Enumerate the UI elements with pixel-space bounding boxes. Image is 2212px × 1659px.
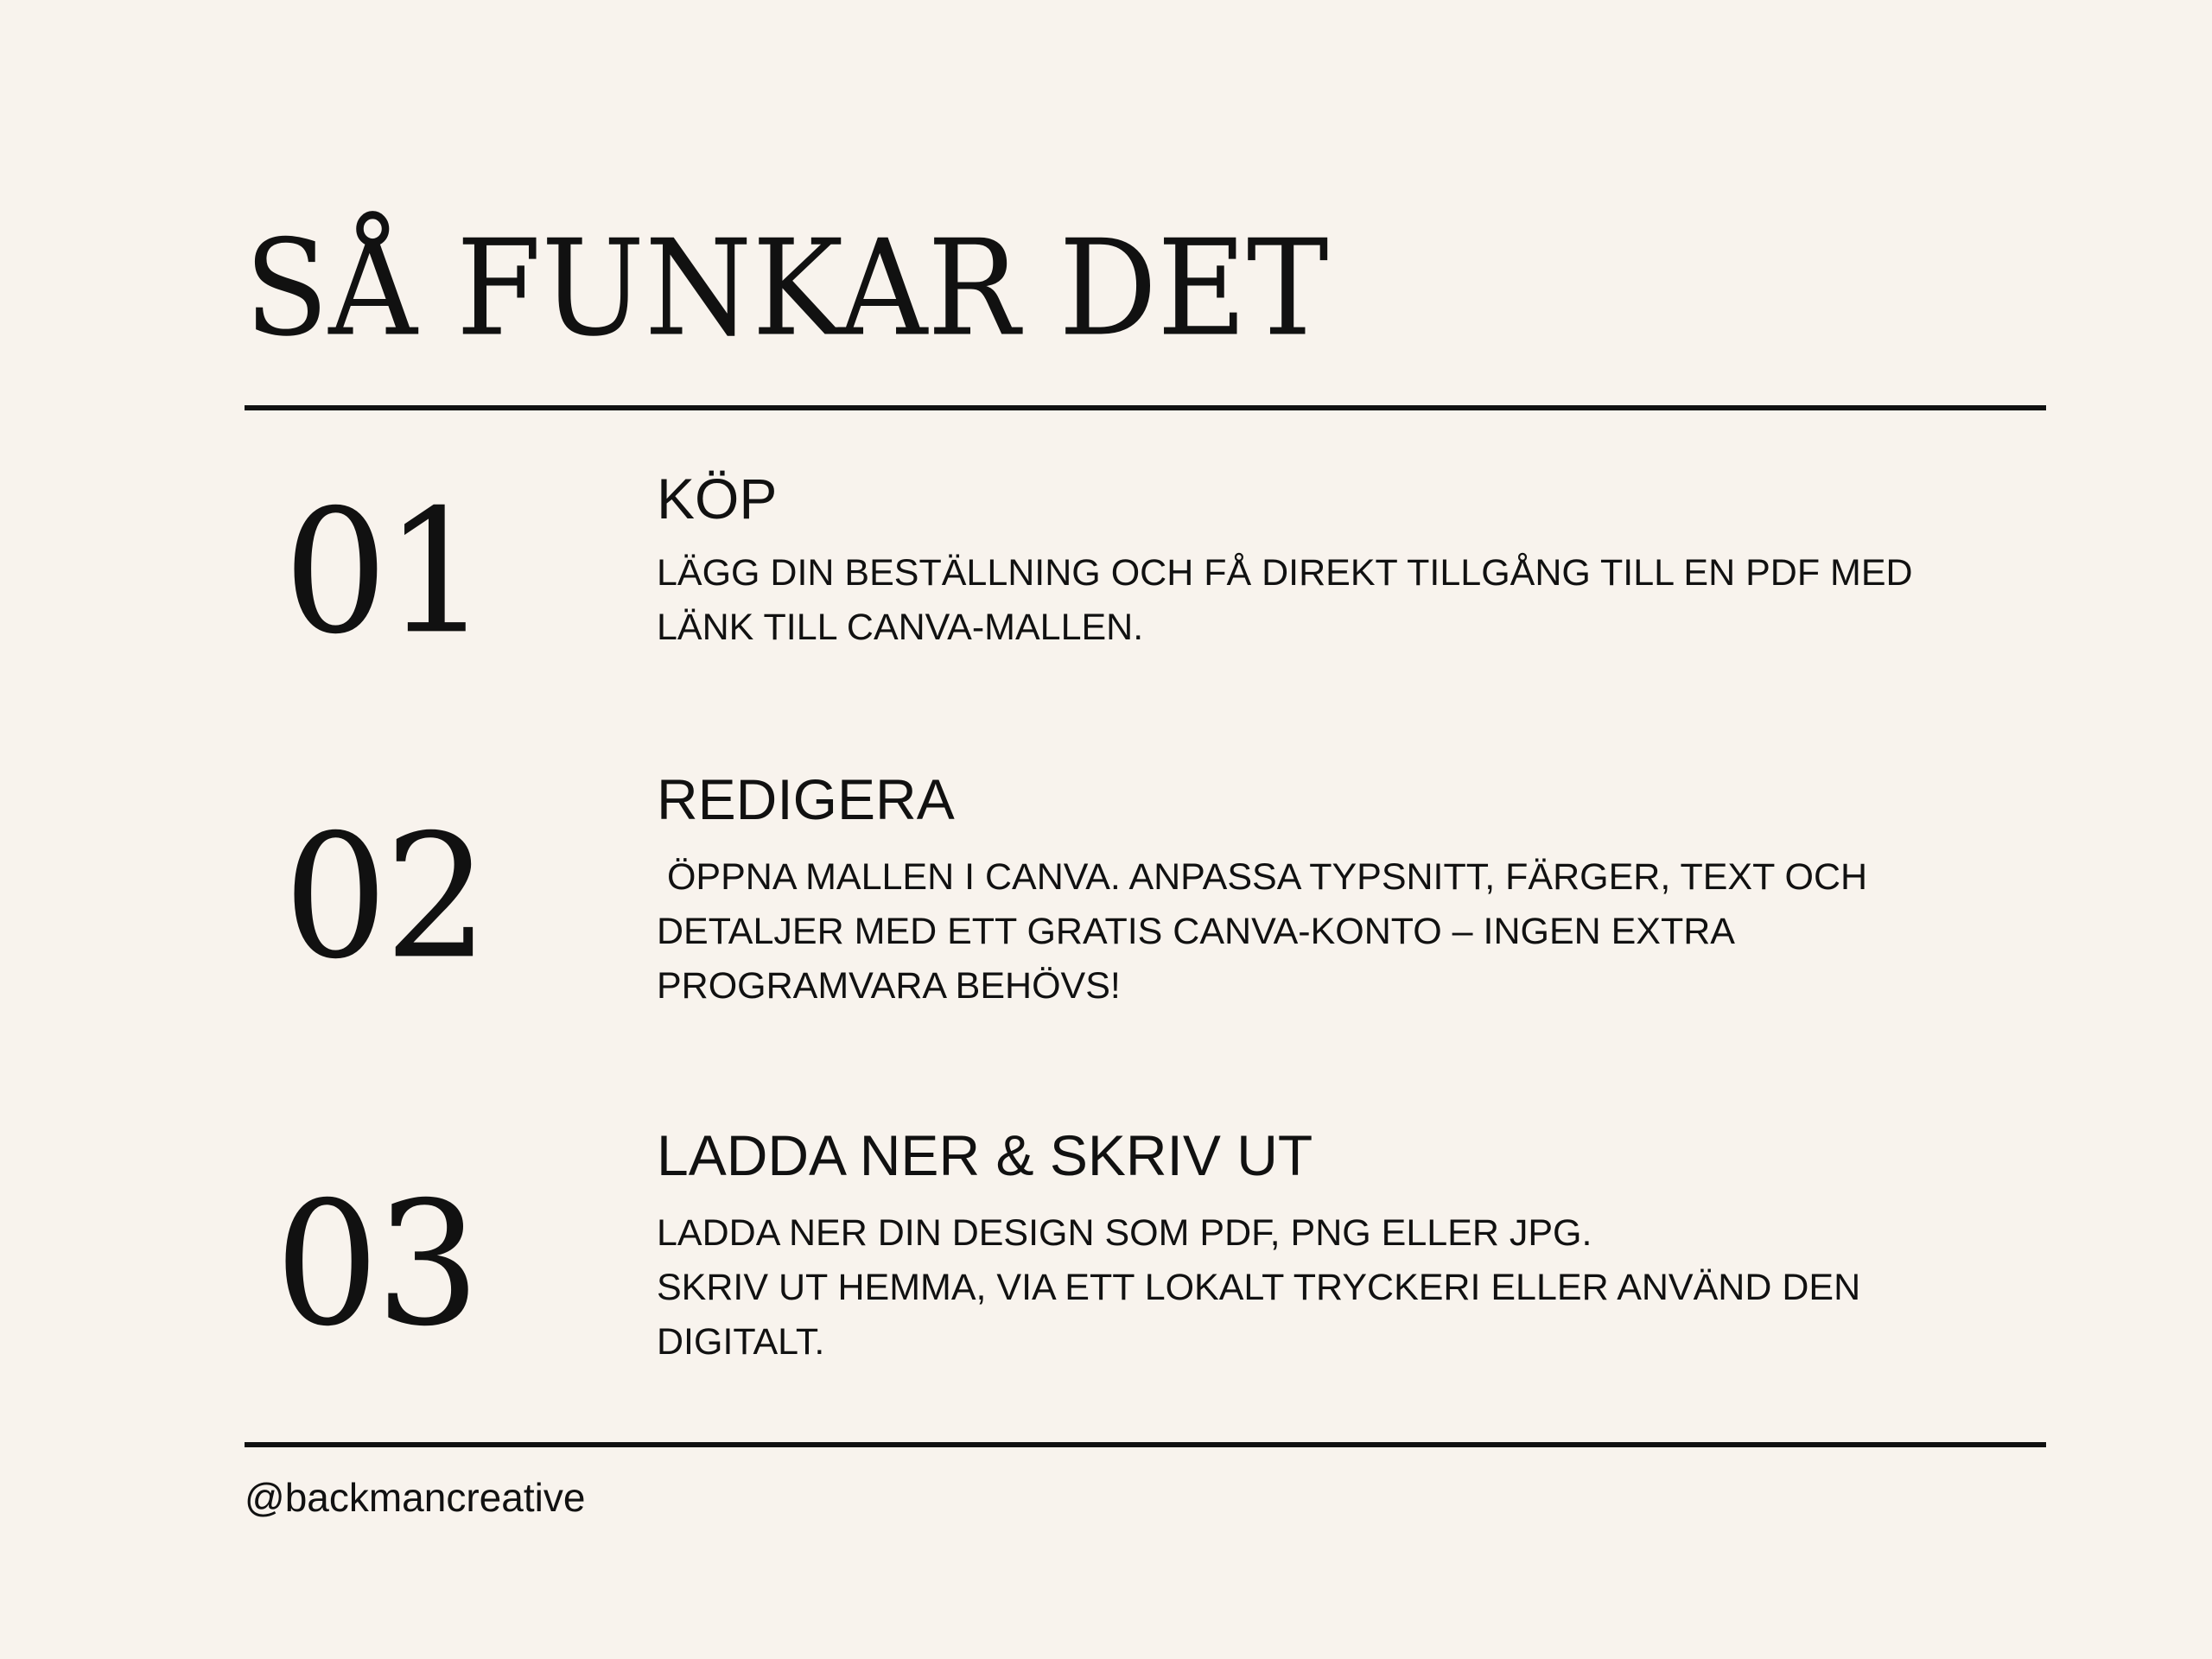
step-heading: LADDA NER & SKRIV UT — [657, 1123, 1313, 1187]
step-description-line: LÄGG DIN BESTÄLLNING OCH FÅ DIREKT TILLGÅNG TILL EN PDF MED — [657, 552, 1913, 594]
social-handle: @backmancreative — [245, 1475, 586, 1520]
step-description — [657, 1206, 2005, 1370]
step-description-line: PROGRAMVARA BEHÖVS! — [657, 965, 1121, 1007]
page-title: SÅ FUNKAR DET — [245, 212, 1329, 366]
step-description-line: DETALJER MED ETT GRATIS CANVA-KONTO – INGEN EXTRA — [657, 911, 1735, 952]
step-description-line: LADDA NER DIN DESIGN SOM PDF, PNG ELLER JPG. — [657, 1212, 1592, 1254]
step-description-line: ÖPPNA MALLEN I CANVA. ANPASSA TYPSNITT, FÄRGER, TEXT OCH — [657, 856, 1868, 898]
step-description-line: LÄNK TILL CANVA-MALLEN. — [657, 607, 1144, 648]
bottom-divider — [245, 1442, 2046, 1447]
step-number: 02 — [283, 798, 486, 997]
step-number: 03 — [275, 1165, 477, 1364]
step-heading: KÖP — [657, 467, 778, 531]
step-description — [657, 850, 2005, 1014]
step-description-line: DIGITALT. — [657, 1321, 825, 1363]
step-description-line: SKRIV UT HEMMA, VIA ETT LOKALT TRYCKERI ELLER ANVÄND DEN — [657, 1267, 1861, 1308]
step-number: 01 — [283, 473, 486, 672]
step-heading: REDIGERA — [657, 767, 955, 831]
top-divider — [245, 405, 2046, 410]
step-description — [657, 546, 2005, 655]
